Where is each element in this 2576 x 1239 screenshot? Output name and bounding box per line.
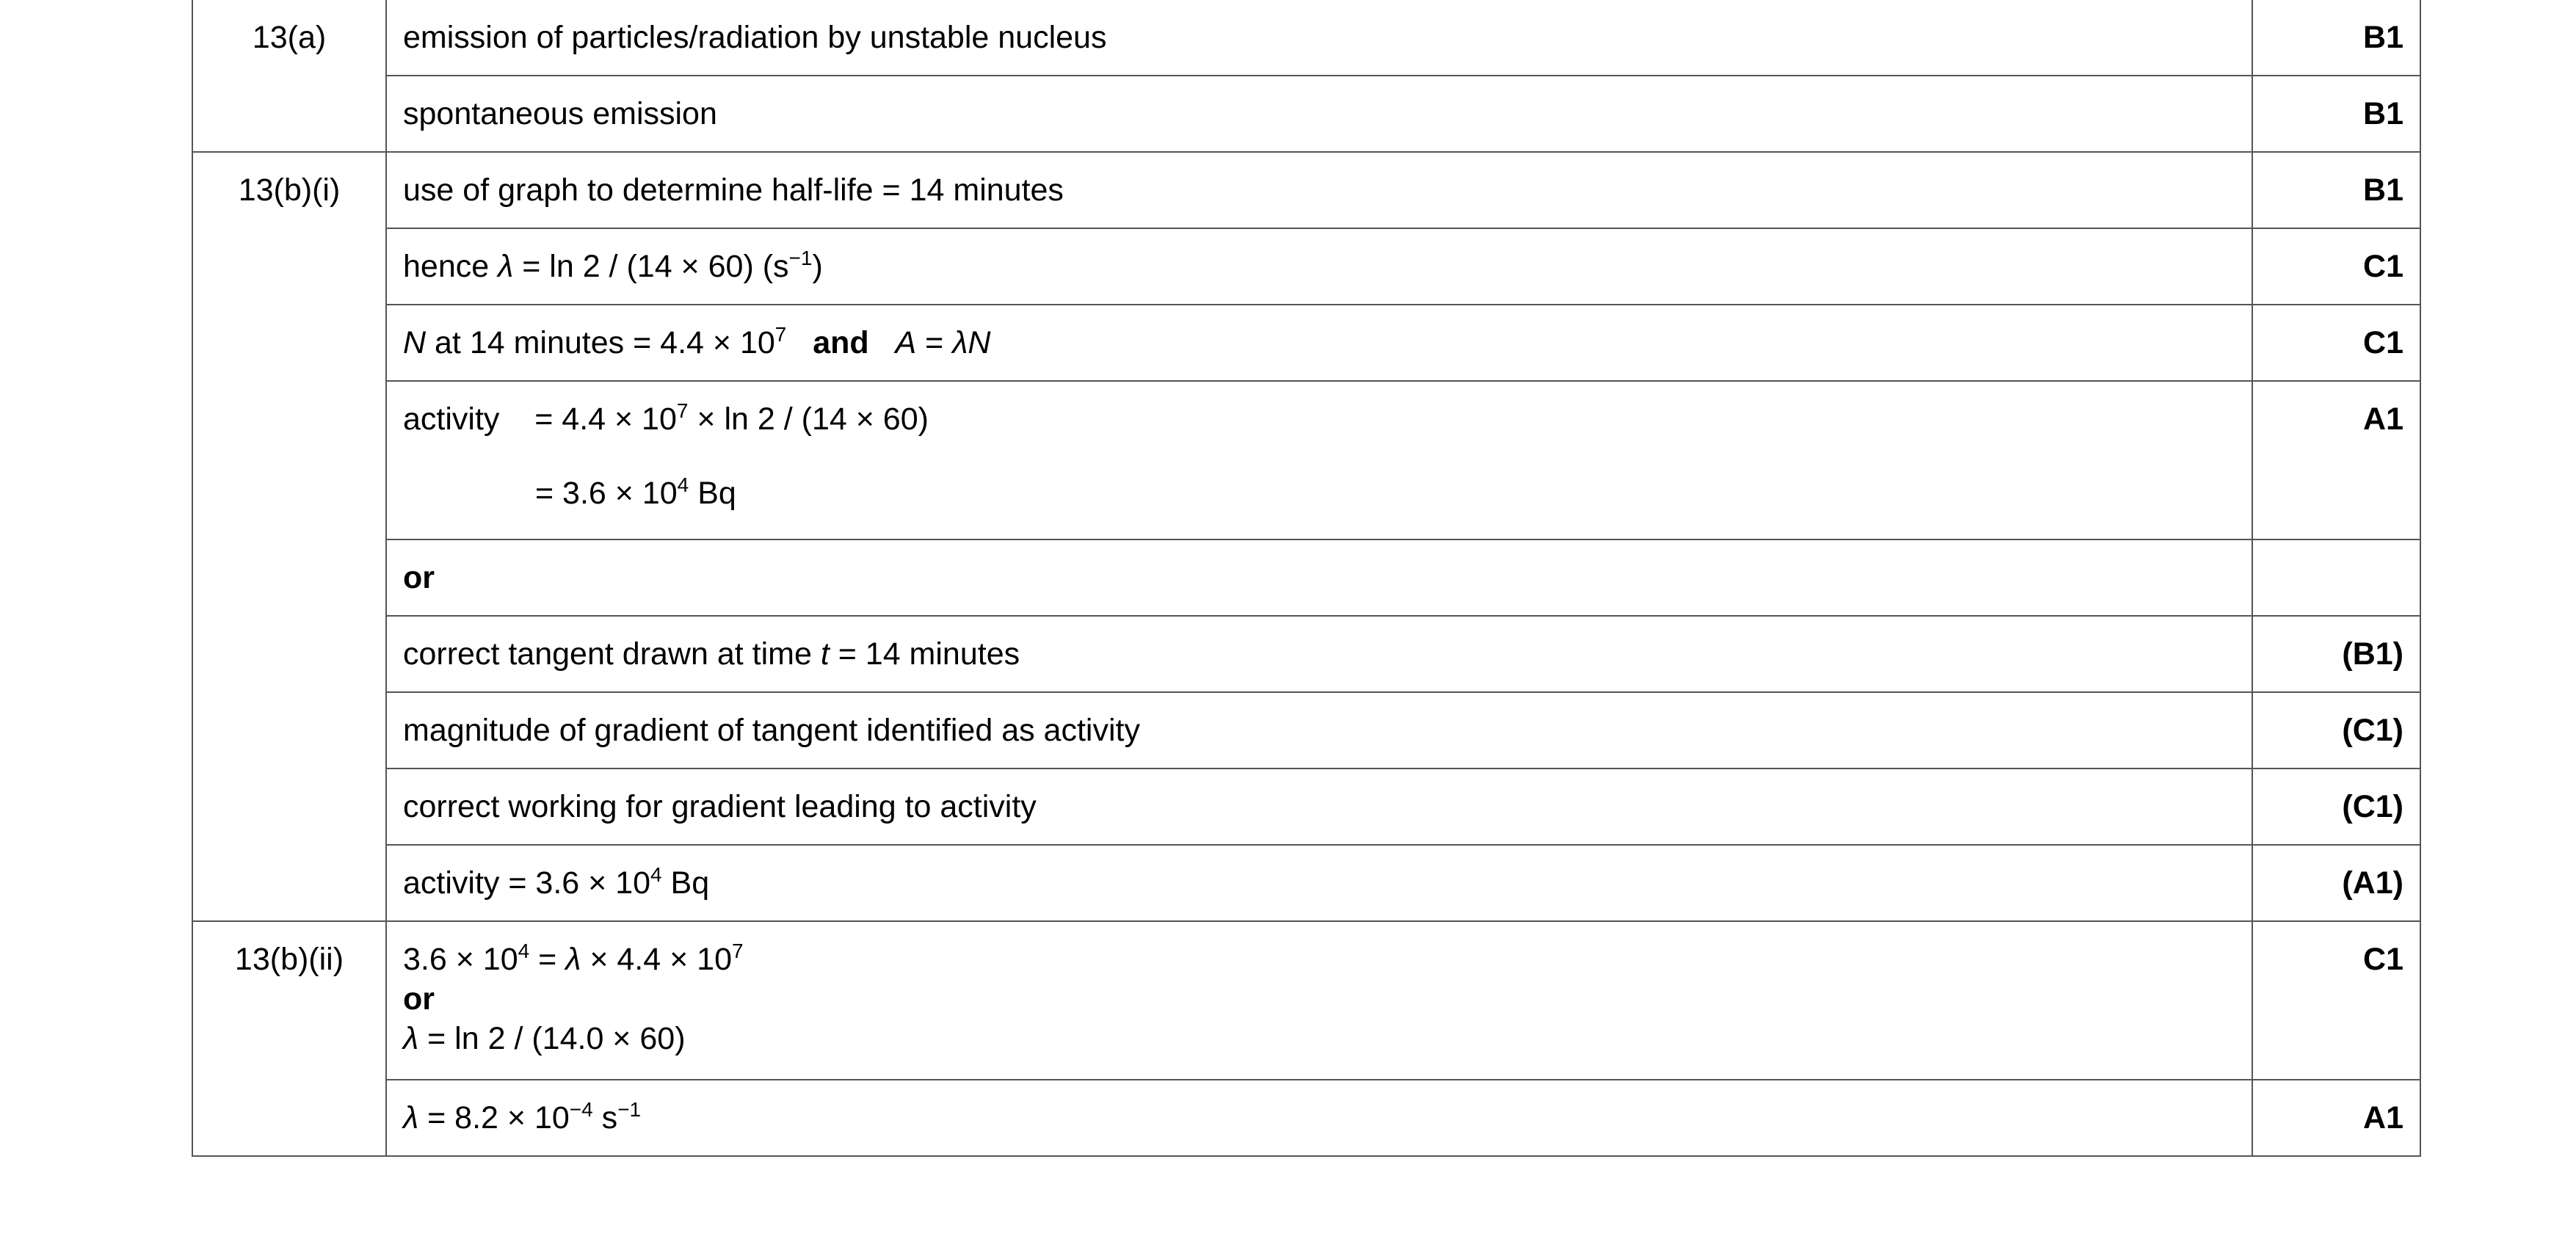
answer-fragment: 3.6 × 10: [403, 942, 518, 977]
table-row: [192, 152, 2420, 228]
mark-cell: [2252, 0, 2420, 76]
mark-label: (C1): [2342, 789, 2403, 824]
answer-text: use of graph to determine half-life = 14 minutes: [403, 172, 1064, 208]
answer-fragment: =: [916, 325, 953, 360]
mark-label: A1: [2363, 402, 2403, 437]
table-row: [192, 921, 2420, 1080]
answer-cell: [386, 921, 2252, 1080]
lambda-symbol: λ: [403, 1100, 419, 1136]
exponent: 4: [677, 473, 689, 496]
table-row: [192, 616, 2420, 692]
mark-label: (A1): [2342, 865, 2403, 901]
mark-label: (C1): [2342, 713, 2403, 748]
variable-a: A: [895, 325, 917, 360]
answer-text: emission of particles/radiation by unstable nucleus: [403, 20, 1107, 55]
answer-fragment: at 14 minutes = 4.4 × 10: [426, 325, 775, 360]
table-row: [192, 305, 2420, 381]
answer-cell: [386, 692, 2252, 769]
mark-label: C1: [2363, 325, 2403, 360]
answer-cell: [386, 769, 2252, 845]
exponent: 7: [774, 323, 787, 346]
answer-text: [403, 305, 2252, 380]
or-keyword: or: [403, 981, 435, 1017]
answer-fragment: = 4.4 × 10: [534, 402, 677, 437]
answer-fragment: = 8.2 × 10: [418, 1100, 570, 1136]
mark-cell: [2252, 305, 2420, 381]
answer-fragment: correct tangent drawn at time: [403, 636, 821, 672]
answer-text: [403, 922, 2252, 1079]
answer-cell: [386, 381, 2252, 539]
variable-n: N: [403, 325, 427, 360]
mark-cell: [2252, 152, 2420, 228]
answer-text: [403, 229, 2252, 304]
mark-label: B1: [2363, 20, 2403, 55]
question-number-cell: [192, 921, 386, 1156]
mark-label: (B1): [2342, 636, 2403, 672]
mark-cell: [2252, 692, 2420, 769]
exponent: −4: [569, 1098, 593, 1121]
mark-cell: [2252, 1080, 2420, 1156]
mark-label: A1: [2363, 1100, 2403, 1136]
mark-cell: [2252, 845, 2420, 921]
exponent: 4: [650, 863, 662, 886]
answer-fragment: s: [592, 1100, 618, 1136]
answer-cell: [386, 1080, 2252, 1156]
mark-label: B1: [2363, 96, 2403, 131]
lambda-symbol: λ: [498, 249, 514, 284]
table-row: [192, 769, 2420, 845]
exponent: −1: [788, 247, 813, 269]
exponent: −1: [617, 1098, 642, 1121]
answer-cell: [386, 305, 2252, 381]
table-row: [192, 381, 2420, 539]
answer-text: spontaneous emission: [403, 96, 717, 131]
answer-fragment: × 4.4 × 10: [581, 942, 733, 977]
or-keyword: or: [403, 560, 435, 595]
answer-fragment: =: [529, 942, 566, 977]
answer-text: [403, 846, 2252, 920]
table-row: [192, 692, 2420, 769]
mark-label: B1: [2363, 172, 2403, 208]
answer-fragment: × ln 2 / (14 × 60): [688, 402, 929, 437]
table-row: [192, 1080, 2420, 1156]
table-row: [192, 539, 2420, 616]
answer-fragment: = 14 minutes: [829, 636, 1020, 672]
answer-text: [403, 1080, 2252, 1155]
answer-text: [403, 382, 2252, 539]
mark-cell: [2252, 769, 2420, 845]
exponent: 7: [732, 940, 744, 962]
answer-cell: [386, 228, 2252, 305]
mark-cell: [2252, 539, 2420, 616]
question-number: 13(a): [252, 20, 327, 55]
lambda-symbol: λ: [952, 325, 968, 360]
answer-cell: [386, 845, 2252, 921]
mark-cell: [2252, 228, 2420, 305]
answer-cell: [386, 539, 2252, 616]
answer-cell: [386, 0, 2252, 76]
table-row: [192, 845, 2420, 921]
mark-cell: [2252, 381, 2420, 539]
answer-text: [403, 617, 2252, 691]
answer-fragment: = ln 2 / (14.0 × 60): [418, 1021, 686, 1056]
answer-fragment: ): [812, 249, 823, 284]
answer-cell: [386, 616, 2252, 692]
answer-fragment: Bq: [661, 865, 710, 901]
variable-t: t: [820, 636, 830, 672]
question-number: 13(b)(ii): [234, 942, 344, 977]
mark-label: C1: [2363, 942, 2403, 977]
mark-label: C1: [2363, 249, 2403, 284]
answer-cell: [386, 152, 2252, 228]
answer-cell: [386, 76, 2252, 152]
answer-fragment: activity: [403, 402, 500, 437]
table-row: [192, 0, 2420, 76]
mark-cell: [2252, 76, 2420, 152]
answer-fragment: = 3.6 × 10: [535, 476, 678, 511]
answer-text: magnitude of gradient of tangent identified as activity: [403, 713, 1140, 748]
table-row: [192, 228, 2420, 305]
exponent: 7: [676, 399, 689, 422]
lambda-symbol: λ: [403, 1021, 419, 1056]
question-number-cell: [192, 0, 386, 152]
variable-n: N: [968, 325, 991, 360]
mark-scheme-table: [192, 0, 2421, 1157]
exponent: 4: [518, 940, 530, 962]
answer-fragment: = ln 2 / (14 × 60) (s: [513, 249, 789, 284]
answer-fragment: hence: [403, 249, 498, 284]
mark-cell: [2252, 616, 2420, 692]
question-number-cell: [192, 152, 386, 921]
answer-fragment: Bq: [689, 476, 736, 511]
mark-cell: [2252, 921, 2420, 1080]
answer-fragment: activity = 3.6 × 10: [403, 865, 651, 901]
answer-text: correct working for gradient leading to activity: [403, 789, 1037, 824]
question-number: 13(b)(i): [238, 172, 341, 208]
and-keyword: and: [813, 325, 869, 360]
table-row: [192, 76, 2420, 152]
lambda-symbol: λ: [565, 942, 581, 977]
